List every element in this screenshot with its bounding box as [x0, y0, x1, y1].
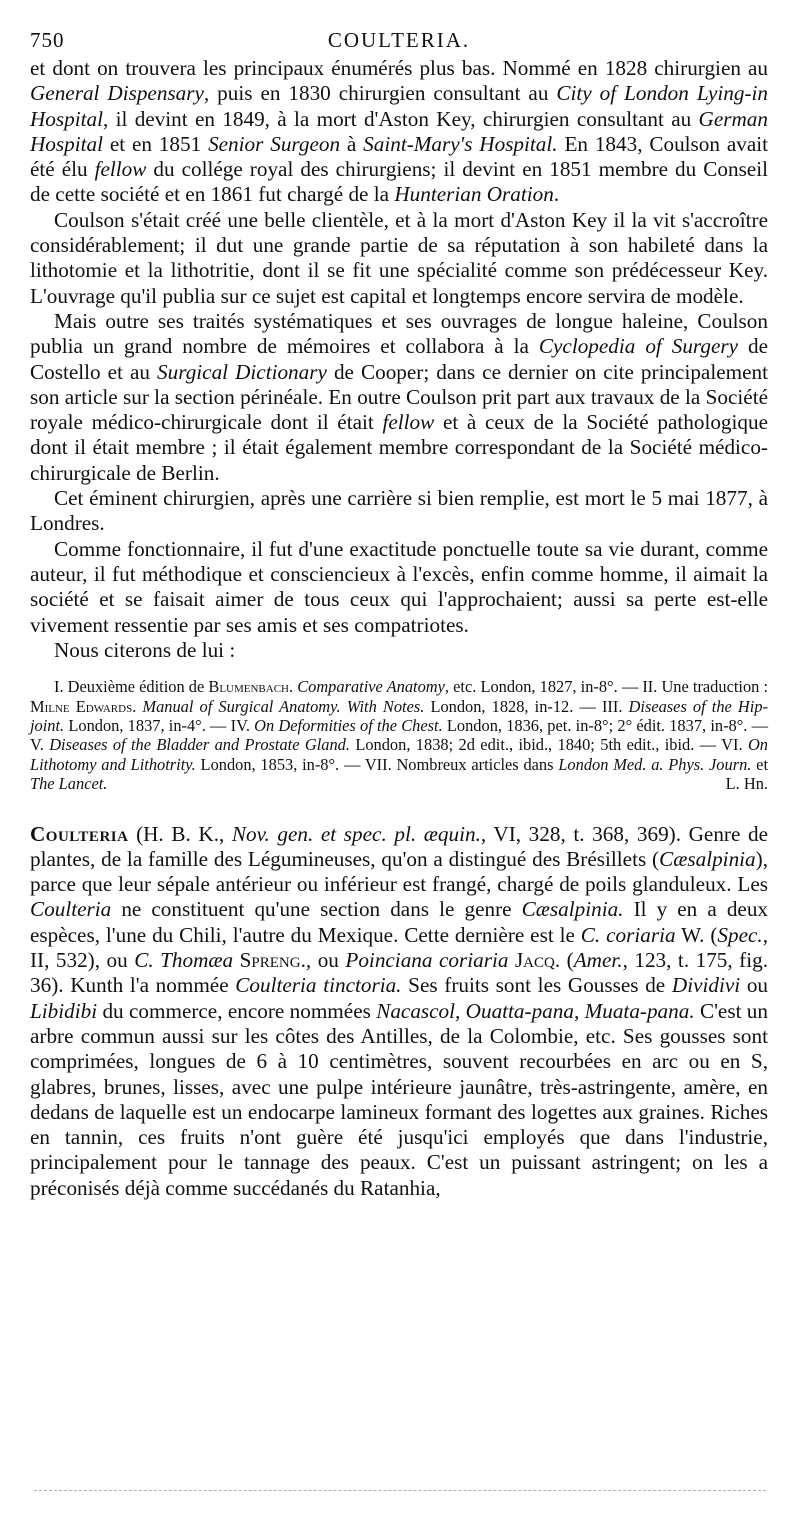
text-run: London, 1838; 2d edit., ibid., 1840; 5th edit., ibid. — VI. — [349, 735, 748, 755]
text-run: , 123, t. 175, fig. 36). Kunth l'a nommée — [30, 948, 769, 998]
text-run: , etc. London, 1827, in-8°. — II. Une traduction : — [444, 677, 769, 697]
footer-rule — [34, 1490, 766, 1491]
text-run: et dont on trouvera les principaux énumérés plus bas. Nommé en 1828 chirurgien au — [30, 56, 768, 80]
italic-run: Manual of Surgical Anatomy. With Notes. — [142, 696, 425, 716]
document-page — [30, 22, 768, 1201]
text-run: Il y en a deux espèces, l'une du Chili, l'autre du Mexique. Cette dernière est le — [30, 897, 769, 947]
page-number: 750 — [30, 28, 65, 52]
text-run: , II, 532), ou — [30, 922, 768, 973]
italic-run: Diseases of the Bladder and Prostate Gland. — [49, 735, 350, 755]
paragraph-publications — [30, 309, 768, 486]
italic-run: Amer. — [573, 948, 623, 973]
text-run: , VI, 328, t. 368, 369). Genre de plantes, de la famille des Légumineuses, qu'on a distingué des Brésillets ( — [30, 821, 769, 871]
text-run: et en 1851 — [103, 131, 209, 156]
text-run: et — [751, 754, 768, 774]
text-run: à — [340, 131, 364, 156]
italic-run: fellow — [94, 157, 147, 182]
text-run: , puis en 1830 chirurgien consultant au — [203, 81, 557, 106]
italic-run: Diseases of the Hip-joint. — [30, 696, 768, 735]
article-body — [30, 56, 768, 663]
italic-run: Nov. gen. et spec. pl. æquin. — [231, 821, 481, 846]
text-run: . — [132, 696, 143, 716]
paragraph-career — [30, 56, 768, 208]
italic-run: Hunterian Oration — [394, 182, 554, 207]
italic-run: Libidibi — [30, 998, 98, 1023]
paragraph-citation-intro — [30, 638, 768, 663]
smallcaps-run: Blumenbach — [208, 677, 289, 697]
paragraph-death — [30, 486, 768, 537]
italic-run: German Hospital — [30, 106, 768, 156]
italic-run: Coulteria tinctoria. — [235, 973, 402, 998]
italic-run: The Lancet. — [30, 774, 108, 794]
text-run: de Cooper; dans ce dernier on cite principalement son article sur la section périnéale. En outre Coulson prit part aux travaux de la Société royale médico-chirurgicale dont il était — [30, 359, 768, 435]
italic-run: City of London Lying-in Hospital — [30, 81, 768, 131]
text-run: C'est un arbre commun aussi sur les côtes des Antilles, de la Colombie, etc. Ses gousses sont comprimées, longues de 6 à 10 centimètres, souvent recourbées en arc ou en S, glabres, brunes, lisses, avec une pulpe intérieure jaunâtre, très-astringente, amère, en dedans de laquelle est un endocarpe lamineux formant des logettes aux graines. Riches en tannin, ces fruits n'ont guère été jusqu'ici employés que dans l'industrie, principalement pour le tannage des peaux. C'est un puissant astringent; on les a préconisés déjà comme succédanés du Ratanhia, — [30, 998, 768, 1200]
italic-run: Saint-Mary's Hospital. — [363, 131, 558, 156]
text-run: W. ( — [675, 922, 718, 947]
text-run: . — [553, 182, 560, 207]
italic-run: Senior Surgeon — [208, 131, 341, 156]
italic-run: On Deformities of the Chest. — [254, 715, 443, 735]
bibliography — [30, 677, 768, 793]
text-run: I. Deuxième édition de — [54, 677, 209, 697]
text-run: Cet éminent chirurgien, après une carrière si bien remplie, est mort le 5 mai 1877, à Londres. — [30, 486, 768, 536]
text-run: , ou — [305, 948, 346, 973]
text-run: Mais outre ses traités systématiques et ses ouvrages de longue haleine, Coulson publia un grand nombre de mémoires et collabora à la — [30, 308, 768, 359]
italic-run: Poinciana coriaria — [345, 948, 509, 973]
text-run: London, 1836, pet. in-8°; 2° édit. 1837, in-8°. — V. — [30, 715, 769, 755]
paragraph-coulteria — [30, 822, 768, 1201]
smallcaps-run: Milne Edwards — [30, 696, 133, 716]
author-signature: L. Hn. — [725, 774, 768, 794]
smallcaps-run: Jacq. — [514, 948, 561, 973]
entry-headword: Coulteria — [30, 821, 129, 846]
text-run: London, 1828, in-12. — III. — [424, 696, 629, 716]
text-run: ou — [740, 973, 769, 998]
paragraph-clientele — [30, 208, 768, 309]
text-run: London, 1853, in-8°. — VII. Nombreux articles dans — [195, 754, 559, 774]
text-run: , il devint en 1849, à la mort d'Aston Key, chirurgien consultant au — [103, 106, 699, 131]
paragraph-character — [30, 537, 768, 638]
text-run: Ses fruits sont les Gousses de — [401, 973, 672, 998]
italic-run: Nacascol, Ouatta-pana, Muata-pana. — [376, 998, 695, 1023]
italic-run: General Dispensary — [30, 81, 204, 106]
italic-run: fellow — [382, 410, 435, 435]
italic-run: London Med. a. Phys. Journ. — [558, 754, 752, 774]
italic-run: Coulteria — [30, 897, 112, 922]
italic-run: Surgical Dictionary — [157, 359, 327, 384]
text-run: London, 1837, in-4°. — IV. — [64, 715, 255, 735]
text-run: ( — [560, 948, 574, 973]
text-run: Coulson s'était créé une belle clientèle, et à la mort d'Aston Key il la vit s'accroître considérablement; il dut une grande partie de sa réputation à son habileté dans la lithotomie et la lithotritie, dont il se fit une spécialité comme son prédécesseur Key. L'ouvrage qu'il publia sur ce sujet est capital et longtemps encore servira de modèle. — [30, 207, 768, 308]
italic-run: Spec. — [717, 922, 763, 947]
text-run: En 1843, Coulson avait été élu — [30, 131, 769, 182]
italic-run: Comparative Anatomy — [297, 677, 445, 697]
text-run: Comme fonctionnaire, il fut d'une exactitude ponctuelle toute sa vie durant, comme auteur, il fut méthodique et consciencieux à l'excès, enfin comme homme, il aimait la société et se faisait aimer de tous ceux qui l'approchaient; aussi sa perte est-elle vivement ressentie par ses amis et ses compatriotes. — [30, 536, 768, 637]
running-head — [30, 22, 768, 56]
smallcaps-run: Spreng. — [239, 948, 306, 973]
text-run: et à ceux de la Société pathologique dont il était membre ; il était également membre correspondant de la Société médico-chirurgicale de Berlin. — [30, 410, 768, 485]
text-run: du commerce, encore nommées — [97, 998, 377, 1023]
text-run: (H. B. K., — [128, 821, 232, 846]
text-run: du collége royal des chirurgiens; il devint en 1851 membre du Conseil de cette société et en 1861 fut chargé de la — [30, 157, 768, 207]
italic-run: C. Thomæa — [134, 948, 234, 973]
text-run: ), parce que leur sépale antérieur ou inférieur est frangé, chargé de poils glanduleux. Les — [30, 846, 768, 897]
italic-run: On Lithotomy and Lithotrity. — [30, 735, 769, 774]
text-run: Nous citerons de lui : — [54, 637, 236, 662]
italic-run: Cæsalpinia. — [521, 897, 624, 922]
italic-run: Cæsalpinia — [659, 846, 756, 871]
text-run: . — [289, 677, 298, 697]
entry-coulteria — [30, 822, 768, 1201]
italic-run: C. coriaria — [580, 922, 676, 947]
bibliography-list — [30, 677, 768, 793]
text-run: de Costello et au — [30, 334, 768, 384]
italic-run: Cyclopedia of Surgery — [538, 334, 739, 359]
italic-run: Dividivi — [671, 973, 741, 998]
running-title: COULTERIA. — [327, 28, 471, 52]
text-run: ne constituent qu'une section dans le genre — [111, 897, 522, 922]
